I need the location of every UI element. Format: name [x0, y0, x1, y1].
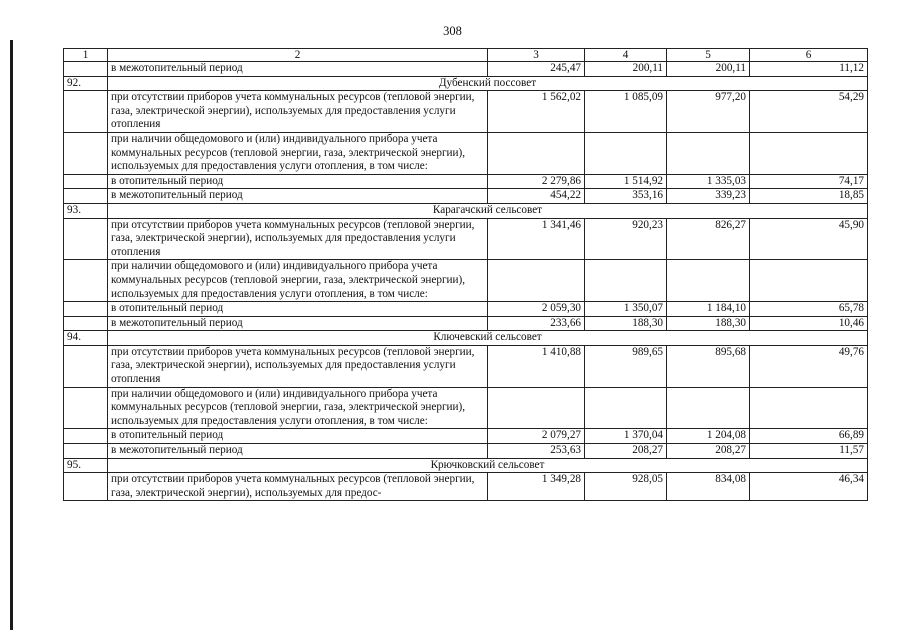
- settlement-number: 94.: [64, 331, 108, 346]
- value-cell: [488, 132, 585, 174]
- table-row: [64, 132, 868, 174]
- settlement-header-row: [64, 76, 868, 91]
- value-cell: 45,90: [750, 218, 868, 260]
- value-cell: 834,08: [667, 473, 750, 501]
- value-cell: [750, 260, 868, 302]
- row-label: при наличии общедомового и (или) индивидуального прибора учета коммунальных ресурсов (тепловой энергии, газа, электрической энергии), используемых для предоставления услуги отопления, в том числе:: [108, 132, 488, 174]
- row-label: при отсутствии приборов учета коммунальных ресурсов (тепловой энергии, газа, электрической энергии), используемых для предоставления услуги отопления: [108, 91, 488, 133]
- value-cell: 1 410,88: [488, 345, 585, 387]
- table-row: [64, 91, 868, 133]
- value-cell: 1 341,46: [488, 218, 585, 260]
- row-label: в отопительный период: [108, 429, 488, 444]
- tariff-table: [63, 48, 868, 501]
- value-cell: 353,16: [585, 189, 667, 204]
- row-label: в межотопительный период: [108, 189, 488, 204]
- table-row: [64, 260, 868, 302]
- row-label: при наличии общедомового и (или) индивидуального прибора учета коммунальных ресурсов (тепловой энергии, газа, электрической энергии), используемых для предоставления услуги отопления, в том числе:: [108, 260, 488, 302]
- table-row: [64, 218, 868, 260]
- value-cell: 1 370,04: [585, 429, 667, 444]
- column-header: 4: [585, 49, 667, 62]
- tariff-table-body: [64, 49, 868, 501]
- table-row: [64, 316, 868, 331]
- row-label: при отсутствии приборов учета коммунальных ресурсов (тепловой энергии, газа, электрической энергии), используемых для предоставления услуги отопления: [108, 218, 488, 260]
- value-cell: 188,30: [585, 316, 667, 331]
- value-cell: 2 279,86: [488, 174, 585, 189]
- row-number-cell: [64, 174, 108, 189]
- settlement-name: Ключевский сельсовет: [108, 331, 868, 346]
- column-header: 6: [750, 49, 868, 62]
- table-row: [64, 62, 868, 77]
- value-cell: 188,30: [667, 316, 750, 331]
- value-cell: 46,34: [750, 473, 868, 501]
- row-number-cell: [64, 429, 108, 444]
- row-label: в межотопительный период: [108, 444, 488, 459]
- table-row: [64, 387, 868, 429]
- value-cell: 1 184,10: [667, 302, 750, 317]
- value-cell: 200,11: [585, 62, 667, 77]
- row-number-cell: [64, 132, 108, 174]
- value-cell: 233,66: [488, 316, 585, 331]
- table-row: [64, 444, 868, 459]
- value-cell: 74,17: [750, 174, 868, 189]
- row-label: в отопительный период: [108, 174, 488, 189]
- value-cell: [667, 260, 750, 302]
- value-cell: 208,27: [585, 444, 667, 459]
- value-cell: [585, 132, 667, 174]
- column-header: 3: [488, 49, 585, 62]
- row-number-cell: [64, 387, 108, 429]
- value-cell: [667, 387, 750, 429]
- row-number-cell: [64, 91, 108, 133]
- table-row: [64, 189, 868, 204]
- settlement-number: 93.: [64, 203, 108, 218]
- value-cell: 454,22: [488, 189, 585, 204]
- value-cell: 245,47: [488, 62, 585, 77]
- row-number-cell: [64, 345, 108, 387]
- value-cell: 826,27: [667, 218, 750, 260]
- value-cell: 920,23: [585, 218, 667, 260]
- settlement-header-row: [64, 203, 868, 218]
- value-cell: 2 079,27: [488, 429, 585, 444]
- settlement-name: Дубенский поссовет: [108, 76, 868, 91]
- row-label: в отопительный период: [108, 302, 488, 317]
- value-cell: [750, 387, 868, 429]
- value-cell: 895,68: [667, 345, 750, 387]
- value-cell: [488, 260, 585, 302]
- settlement-number: 95.: [64, 458, 108, 473]
- row-number-cell: [64, 302, 108, 317]
- value-cell: 339,23: [667, 189, 750, 204]
- value-cell: 1 204,08: [667, 429, 750, 444]
- row-label: при наличии общедомового и (или) индивидуального прибора учета коммунальных ресурсов (тепловой энергии, газа, электрической энергии), используемых для предоставления услуги отопления, в том числе:: [108, 387, 488, 429]
- value-cell: 1 514,92: [585, 174, 667, 189]
- value-cell: 977,20: [667, 91, 750, 133]
- row-number-cell: [64, 260, 108, 302]
- column-header-row: [64, 49, 868, 62]
- row-number-cell: [64, 316, 108, 331]
- value-cell: 18,85: [750, 189, 868, 204]
- settlement-name: Карагачский сельсовет: [108, 203, 868, 218]
- value-cell: [750, 132, 868, 174]
- value-cell: 989,65: [585, 345, 667, 387]
- value-cell: 65,78: [750, 302, 868, 317]
- value-cell: 208,27: [667, 444, 750, 459]
- value-cell: 200,11: [667, 62, 750, 77]
- table-row: [64, 429, 868, 444]
- settlement-name: Крючковский сельсовет: [108, 458, 868, 473]
- value-cell: 1 350,07: [585, 302, 667, 317]
- row-label: в межотопительный период: [108, 316, 488, 331]
- value-cell: 66,89: [750, 429, 868, 444]
- value-cell: [585, 260, 667, 302]
- value-cell: 1 335,03: [667, 174, 750, 189]
- settlement-number: 92.: [64, 76, 108, 91]
- row-number-cell: [64, 62, 108, 77]
- row-label: при отсутствии приборов учета коммунальных ресурсов (тепловой энергии, газа, электрической энергии), используемых для предоставления услуги отопления: [108, 345, 488, 387]
- value-cell: 11,12: [750, 62, 868, 77]
- value-cell: 928,05: [585, 473, 667, 501]
- value-cell: [488, 387, 585, 429]
- settlement-header-row: [64, 458, 868, 473]
- row-number-cell: [64, 473, 108, 501]
- row-label: в межотопительный период: [108, 62, 488, 77]
- value-cell: [667, 132, 750, 174]
- value-cell: 253,63: [488, 444, 585, 459]
- table-row: [64, 174, 868, 189]
- page-number: 308: [443, 24, 462, 38]
- row-number-cell: [64, 189, 108, 204]
- table-row: [64, 302, 868, 317]
- table-row: [64, 345, 868, 387]
- value-cell: [585, 387, 667, 429]
- value-cell: 1 562,02: [488, 91, 585, 133]
- table-row: [64, 473, 868, 501]
- settlement-header-row: [64, 331, 868, 346]
- column-header: 2: [108, 49, 488, 62]
- value-cell: 1 349,28: [488, 473, 585, 501]
- row-label: при отсутствии приборов учета коммунальных ресурсов (тепловой энергии, газа, электрической энергии), используемых для предос-: [108, 473, 488, 501]
- value-cell: 49,76: [750, 345, 868, 387]
- value-cell: 1 085,09: [585, 91, 667, 133]
- value-cell: 54,29: [750, 91, 868, 133]
- value-cell: 11,57: [750, 444, 868, 459]
- row-number-cell: [64, 218, 108, 260]
- row-number-cell: [64, 444, 108, 459]
- column-header: 1: [64, 49, 108, 62]
- column-header: 5: [667, 49, 750, 62]
- scan-edge-bar: [10, 40, 13, 630]
- value-cell: 2 059,30: [488, 302, 585, 317]
- value-cell: 10,46: [750, 316, 868, 331]
